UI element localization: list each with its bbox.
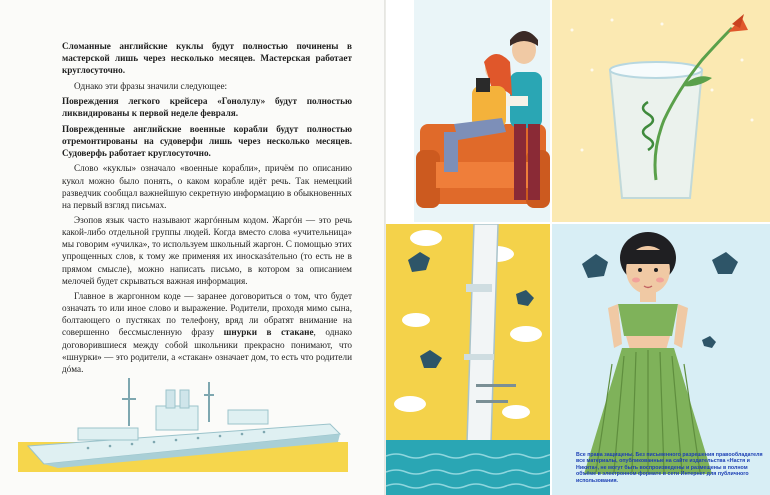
key-phrase: шнурки в стакане xyxy=(223,327,314,338)
right-page xyxy=(386,0,770,495)
paragraph-7-start: Главное в жаргонном коде — заранее договориться о том, что будет означать то или иное слово и выражение. Родители, проходя мимо сына, болтающего о пустяках по телефону, вряд ли обратят внимание на совершенно бессмысленную фразу xyxy=(62,291,352,338)
paragraph-3 xyxy=(62,95,352,119)
paragraph-1 xyxy=(62,40,352,76)
paragraph-2: Однако эти фразы значили следующее: xyxy=(74,80,228,91)
article-text xyxy=(62,40,352,378)
warship-illustration xyxy=(18,368,368,483)
paragraph-6: Эзопов язык часто называют жаргóнным кодом. Жаргóн — это речь какой-либо отдельной группы людей. Когда вместо слова «учительница» мы говорим «училка», то используем школьный жаргон. С помощью этих упрощенных слов, к тому же применяя их иносказáтельно (то есть не в прямом смысле), можно написать письмо, в котором за описанием мелочей будет скрываться важная информация. xyxy=(62,215,352,286)
decoded-message-1: Повреждения легкого крейсера «Гонолулу» будут полностью ликвидированы к первой неделе февраля. xyxy=(62,96,352,119)
couple-on-sofa-illustration xyxy=(414,0,550,222)
glass-with-flower-illustration xyxy=(552,0,770,222)
paragraph-5: Слово «куклы» означало «военные корабли», причём по описанию кукол можно было понять, о каком корабле идёт речь. Так немецкий разведчик сообщал важнейшую секретную информацию в обыкновенных на первый взгляд письмах. xyxy=(62,163,352,210)
decoded-message-2: Поврежденные английские военные корабли будут полностью отремонтированы на судоверфи лишь через несколько месяцев. Судоверфь работает круглосуточно. xyxy=(62,123,352,158)
copyright-notice: Все права защищены. Без письменного разрешения правообладателя все материалы, опубликованные на сайте издательства «Настя и Никита», не могут быть воспроизведены и размещены в полном объёме в электронном формате в сети Интернет для публичного использования. xyxy=(576,452,763,484)
paragraph-4 xyxy=(62,123,352,159)
paragraph-7-end: , однако договорившиеся между собой школьники прекрасно понимают, что «шнурки» — это родители, а «стакан» означает дом, то есть что родители дóма. xyxy=(62,327,352,374)
paragraph-7 xyxy=(62,290,352,375)
coded-message-1: Сломанные английские куклы будут полностью починены в мастерской лишь через несколько месяцев. Мастерская работает круглосуточно. xyxy=(62,41,352,76)
ship-tower-illustration xyxy=(386,224,550,495)
